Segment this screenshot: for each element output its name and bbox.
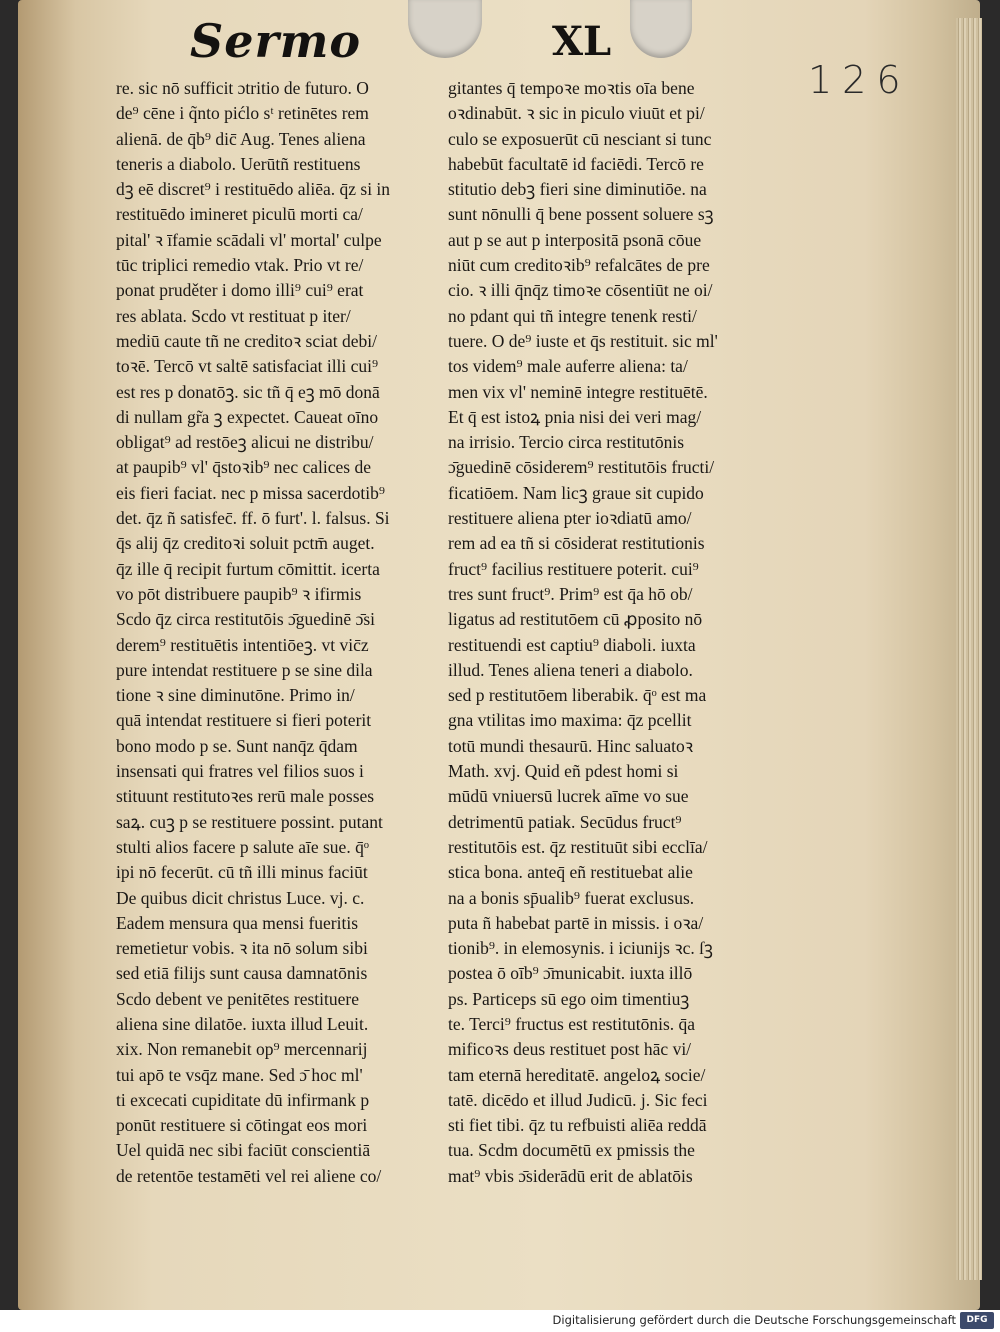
text-line: est res p donatōꝫ. sic tñ q̄ eꝫ mō donā (116, 381, 380, 402)
text-line: fruct⁹ facilius restituere poterit. cui⁹ (448, 558, 699, 579)
text-line: mificoꝛs deus restituet post hāc vi/ (448, 1039, 692, 1060)
text-line: bono modo p se. Sunt nanq̄z q̄dam (116, 735, 358, 756)
text-line: restituēdo imineret piculū morti ca/ (116, 204, 363, 225)
text-line: stica bona. anteq̄ eñ restituebat alie (448, 862, 693, 883)
text-line: restitutōis est. q̄z restituūt sibi ecclīa/ (448, 836, 708, 857)
text-line: na a bonis sp̄ualib⁹ fuerat exclusus. (448, 887, 695, 908)
text-line: no pdant qui tñ integre tenenk resti/ (448, 305, 697, 326)
text-line: sti fiet tibi. q̄z tu refbuisti aliēa reddā (448, 1115, 707, 1136)
text-line: cio. ꝛ illi q̄nq̄z timoꝛe cōsentiūt ne oi/ (448, 280, 713, 301)
text-line: pure intendat restituere p se sine dila (116, 659, 373, 680)
text-line: Uel quidā nec sibi faciūt conscientiā (116, 1140, 371, 1161)
text-line: oꝛdinabūt. ꝛ sic in piculo viuūt et pi/ (448, 103, 705, 124)
text-line: puta ñ habebat partē in missis. i oꝛa/ (448, 912, 704, 933)
text-line: re. sic nō sufficit ɔtritio de futuro. O (116, 78, 369, 98)
text-line: teneris a diabolo. Uerūtñ restituens (116, 153, 361, 174)
text-line: Et q̄ est istoꝝ pnia nisi dei veri mag/ (448, 406, 702, 427)
header-number: XL (552, 18, 612, 65)
text-line: det. q̄z ñ satisfec̄. ff. ō furt'. l. falsus. Si (116, 508, 390, 529)
folio-number: 126 (808, 58, 911, 102)
header-title: Sermo (190, 14, 362, 68)
text-line: quā intendat restituere si fieri poterit (116, 710, 372, 731)
text-line: restituendi est captiu⁹ diaboli. iuxta (448, 634, 696, 655)
left-text-column (116, 76, 450, 1189)
text-line: ligatus ad restitutōem cū ꝓposito nō (448, 609, 703, 630)
text-line: saꝝ. cuꝫ p se restituere possint. putant (116, 811, 383, 832)
text-line: tione ꝛ sine diminutōne. Primo in/ (116, 685, 355, 706)
text-line: toꝛē. Tercō vt saltē satisfaciat illi cui⁹ (116, 356, 379, 377)
text-line: mūdū vniuersū lucrek aīme vo sue (448, 786, 689, 807)
text-line: sunt nōnulli q̄ bene possent soluere sꝫ (448, 204, 714, 225)
text-line: ficatiōem. Nam licꝫ graue sit cupido (448, 482, 704, 503)
page-edges (956, 18, 982, 1280)
text-line: stitutio debꝫ fieri sine diminutiōe. na (448, 179, 707, 200)
text-line: tua. Scdm documētū ex pmissis the (448, 1140, 695, 1161)
text-line: habebūt facultatē id faciēdi. Tercō re (448, 153, 704, 174)
text-line: aliena sine dilatōe. iuxta illud Leuit. (116, 1013, 369, 1034)
text-line: Scdo q̄z circa restitutōis ɔ̄guedinē ɔ̄si (116, 609, 376, 630)
text-line: dꝫ eē discret⁹ i restituēdo aliēa. q̄z si in (116, 179, 391, 200)
text-line: vo pōt distribuere paupib⁹ ꝛ ifirmis (116, 583, 362, 604)
text-line: detrimentū patiak. Secūdus fruct⁹ (448, 811, 682, 832)
text-line: ps. Particeps sū ego oim timentiuꝫ (448, 988, 690, 1009)
text-line: ti excecati cupiditate dū infirmank p (116, 1089, 370, 1110)
text-line: Eadem mensura qua mensi fueritis (116, 912, 359, 933)
footer-bar (0, 1310, 1000, 1332)
text-line: tres sunt fruct⁹. Prim⁹ est q̄a hō ob/ (448, 583, 693, 604)
text-line: gna vtilitas imo maxima: q̄z pcellit (448, 710, 692, 731)
text-line: postea ō oīb⁹ ɔ̄municabit. iuxta illō (448, 963, 693, 984)
text-line: stulti alios facere p salute aīe sue. q̄ᵒ (116, 836, 369, 857)
text-line: obligat⁹ ad restōeꝫ alicui ne distribu/ (116, 432, 374, 453)
text-line: q̄z ille q̄ recipit furtum cōmittit. icerta (116, 558, 380, 579)
text-line: de retentōe testamēti vel rei aliene co/ (116, 1165, 382, 1186)
text-line: te. Terci⁹ fructus est restitutōnis. q̄a (448, 1013, 696, 1034)
text-line: tatē. dicēdo et illud Judicū. j. Sic feci (448, 1089, 708, 1110)
text-line: xix. Non remanebit op⁹ mercennarij (116, 1039, 368, 1060)
text-line: totū mundi thesaurū. Hinc saluatoꝛ (448, 735, 693, 756)
right-text-column (448, 76, 782, 1189)
text-line: illud. Tenes aliena teneri a diabolo. (448, 659, 693, 680)
text-line: tos videm⁹ male auferre aliena: ta/ (448, 356, 688, 377)
text-line: de⁹ cēne i q̃nto pićlo sᵗ retinētes rem (116, 103, 369, 124)
dfg-logo: DFG (960, 1312, 994, 1329)
text-line: gitantes q̄ tempoꝛe moꝛtis oīa bene (448, 78, 695, 98)
text-line: ponat pruděter i domo illi⁹ cui⁹ erat (116, 280, 364, 301)
text-line: di nullam gr̃a ꝫ expectet. Caueat oīno (116, 406, 379, 427)
text-line: tuere. O de⁹ iuste et q̄s restituit. sic ml' (448, 330, 718, 351)
text-line: pital' ꝛ īfamie scādali vl' mortal' culpe (116, 229, 382, 250)
text-line: mat⁹ vbis ɔ̄siderādū erit de ablatōis (448, 1165, 693, 1186)
text-line: at paupib⁹ vl' q̄stoꝛib⁹ nec calices de (116, 457, 371, 478)
text-line: q̄s alij q̄z creditoꝛi soluit pctm̄ auget. (116, 533, 375, 554)
text-line: res ablata. Scdo vt restituat p iter/ (116, 305, 351, 326)
text-line: derem⁹ restituētis intentiōeꝫ. vt vic̄z (116, 634, 369, 655)
text-line: Scdo debent ve penitētes restituere (116, 988, 359, 1009)
text-line: niūt cum creditoꝛib⁹ refalcātes de pre (448, 255, 710, 276)
text-line: tūc triplici remedio vtak. Prio vt re/ (116, 255, 364, 276)
text-line: rem ad ea tñ si cōsiderat restitutionis (448, 533, 705, 554)
text-line: Math. xvj. Quid eñ pdest homi si (448, 761, 679, 782)
text-line: sed p restitutōem liberabik. q̄ᵒ est ma (448, 685, 707, 706)
text-line: ipi nō fecerūt. cū tñ illi minus faciūt (116, 862, 368, 883)
text-line: eis fieri faciat. nec p missa sacerdotib⁹ (116, 482, 385, 503)
text-line: sed etiā filijs sunt causa damnatōnis (116, 963, 368, 984)
text-line: De quibus dicit christus Luce. vj. c. (116, 887, 365, 908)
text-line: aut p se aut p interpositā psonā cōue (448, 229, 702, 250)
text-line: alienā. de q̄b⁹ dic̄ Aug. Tenes aliena (116, 128, 366, 149)
text-line: stituunt restitutoꝛes rerū male posses (116, 786, 375, 807)
text-line: remetietur vobis. ꝛ ita nō solum sibi (116, 938, 368, 959)
text-line: insensati qui fratres vel filios suos i (116, 761, 364, 782)
text-line: tionib⁹. in elemosynis. i iciunijs ꝛc. ſꝫ (448, 938, 713, 959)
text-line: restituere aliena pter ioꝛdiatū amo/ (448, 508, 692, 529)
text-line: mediū caute tñ ne creditoꝛ sciat debi/ (116, 330, 377, 351)
text-line: tui apō te vsq̄z mane. Sed ɔ̄ hoc ml' (116, 1064, 363, 1085)
text-line: ɔ̄guedinē cōsiderem⁹ restitutōis fructi/ (448, 457, 715, 478)
text-line: culo se exposuerūt cū nesciant si tunc (448, 128, 712, 149)
text-line: men vix vl' neminē integre restituētē. (448, 381, 708, 402)
text-line: na irrisio. Tercio circa restitutōnis (448, 432, 685, 453)
text-line: tam eternā hereditatē. angeloꝝ socie/ (448, 1064, 706, 1085)
text-line: ponūt restituere si cōtingat eos mori (116, 1115, 368, 1136)
footer-credit: Digitalisierung gefördert durch die Deutsche Forschungsgemeinschaft (552, 1313, 956, 1327)
